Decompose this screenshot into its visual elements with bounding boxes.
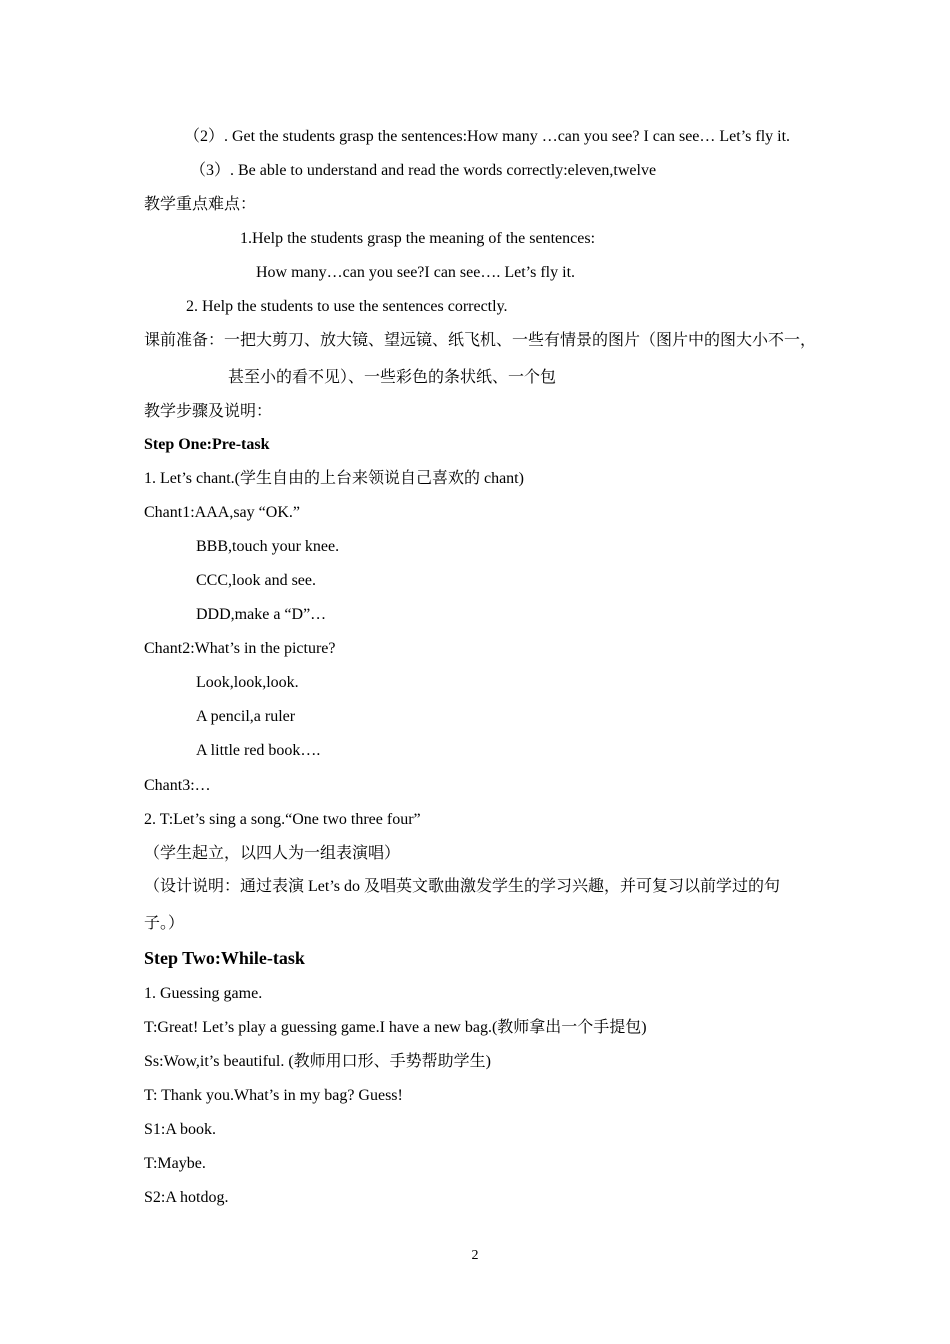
chant1-line-2: BBB,touch your knee. (196, 538, 340, 555)
key-point-2: 2. Help the students to use the sentences correctly. (186, 298, 508, 315)
section-heading-preparation: 课前准备：一把大剪刀、放大镜、望远镜、纸飞机、一些有情景的图片（图片中的图大小不一， (144, 332, 817, 349)
dialogue-line-3: T: Thank you.What’s in my bag? Guess! (144, 1087, 403, 1104)
dialogue-line-6: S2:A hotdog. (144, 1189, 229, 1206)
objective-line-2: （2）. Get the students grasp the sentences:How many …can you see? I can see… Let’s fly it. (184, 128, 791, 145)
design-note-line-2: 子。） (144, 915, 185, 932)
step-one-heading: Step One:Pre-task (144, 436, 270, 453)
dialogue-line-1: T:Great! Let’s play a guessing game.I have a new bag.(教师拿出一个手提包) (144, 1019, 647, 1036)
chant2-line-3: A pencil,a ruler (196, 708, 296, 725)
chant2-line-2: Look,look,look. (196, 674, 299, 691)
chant1-line-4: DDD,make a “D”… (196, 606, 327, 623)
step-one-item-2: 2. T:Let’s sing a song.“One two three four” (144, 811, 421, 828)
preparation-continued: 甚至小的看不见）、一些彩色的条状纸、一个包 (228, 369, 557, 386)
step-two-item-1: 1. Guessing game. (144, 985, 263, 1002)
chant2-line-4: A little red book…. (196, 742, 321, 759)
dialogue-line-4: S1:A book. (144, 1121, 217, 1138)
chant2-line-1: Chant2:What’s in the picture? (144, 640, 336, 657)
chant3-line: Chant3:… (144, 777, 211, 794)
key-point-1-sentences: How many…can you see?I can see…. Let’s fly it. (256, 264, 576, 281)
page-number: 2 (471, 1248, 479, 1263)
step-one-note: （学生起立，以四人为一组表演唱） (144, 845, 401, 862)
dialogue-line-2: Ss:Wow,it’s beautiful. (教师用口形、手势帮助学生) (144, 1053, 491, 1070)
dialogue-line-5: T:Maybe. (144, 1155, 206, 1172)
step-one-item-1: 1. Let’s chant.(学生自由的上台来领说自己喜欢的 chant) (144, 470, 524, 487)
design-note-line-1: （设计说明：通过表演 Let’s do 及唱英文歌曲激发学生的学习兴趣，并可复习以前学过的句 (144, 878, 780, 895)
key-point-1: 1.Help the students grasp the meaning of the sentences: (240, 230, 596, 247)
section-heading-key-points: 教学重点难点： (144, 196, 257, 213)
objective-line-3: （3）. Be able to understand and read the words correctly:eleven,twelve (190, 162, 657, 179)
chant1-line-3: CCC,look and see. (196, 572, 316, 589)
step-two-heading: Step Two:While-task (144, 948, 305, 968)
section-heading-steps: 教学步骤及说明： (144, 403, 273, 420)
chant1-line-1: Chant1:AAA,say “OK.” (144, 504, 300, 521)
